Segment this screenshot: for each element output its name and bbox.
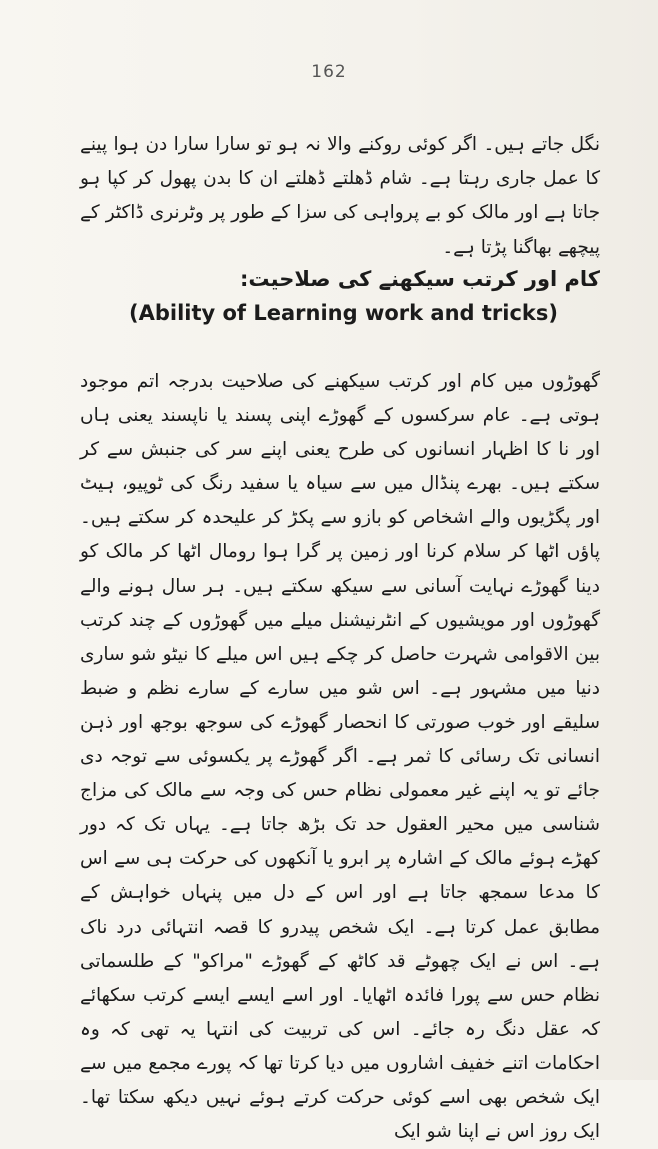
section-heading-english: (Ability of Learning work and tricks) [128, 301, 558, 325]
paragraph-2: گھوڑوں میں کام اور کرتب سیکھنے کی صلاحیت بدرجہ اتم موجود ہوتی ہے۔ عام سرکسوں کے گھوڑے اپنی پسند یا ناپسند یعنی ہاں اور نا کا اظہار انسانوں کی طرح یعنی اپنے سر کی جنبش سے کر سکتے ہیں۔ بھرے پنڈال میں سے سیاہ یا سفید رنگ کی ٹوپیو، ہیٹ اور پگڑیوں والے اشخاص کو بازو سے پکڑ کر علیحدہ کر سکتے ہیں۔ پاؤں اٹھا کر سلام کرنا اور زمین پر گرا ہوا رومال اٹھا کر مالک کو دینا گھوڑے نہایت آسانی سے سیکھ سکتے ہیں۔ ہر سال ہونے والے گھوڑوں اور مویشیوں کے انٹرنیشنل میلے میں گھوڑوں کے چند کرتب بین الاقوامی شہرت حاصل کر چکے ہیں اس میلے کا نیٹو شو ساری دنیا میں مشہور ہے۔ اس شو میں سارے کے سارے نظم و ضبط سلیقے اور خوب صورتی کا انحصار گھوڑے کی سوجھ بوجھ اور ذہن انسانی تک رسائی کا ثمر ہے۔ اگر گھوڑے پر یکسوئی سے توجہ دی جائے تو یہ اپنے غیر معمولی نظام حس کی وجہ سے مالک کی مزاج شناسی میں محیر العقول حد تک بڑھ جاتا ہے۔ یہاں تک کہ دور کھڑے ہوئے مالک کے اشارہ پر ابرو یا آنکھوں کی حرکت ہی سے اس کا مدعا سمجھ جاتا ہے اور اس کے دل میں پنہاں خواہش کے مطابق عمل کرتا ہے۔ ایک شخص پیدرو کا قصہ انتہائی درد ناک ہے۔ اس نے ایک چھوٹے قد کاٹھ کے گھوڑے "مراکو" کے طلسماتی نظام حس سے پورا فائدہ اٹھایا۔ اور اسے ایسے ایسے کرتب سکھائے کہ عقل دنگ رہ جائے۔ اس کی تربیت کی انتہا یہ تھی کہ وہ احکامات اتنے خفیف اشاروں میں دیا کرتا تھا کہ پورے مجمع میں سے ایک شخص بھی اسے کوئی حرکت کرتے ہوئے نہیں دیکھ سکتا تھا۔ ایک روز اس نے اپنا شو ایک [80, 371, 600, 1143]
page-number: 162 [311, 62, 347, 82]
paragraph-1: نگل جاتے ہیں۔ اگر کوئی روکنے والا نہ ہو تو سارا سارا دن ہوا پینے کا عمل جاری رہتا ہے۔ شام ڈھلتے ڈھلتے ان کا بدن پھول کر کپا ہو جاتا ہے اور مالک کو بے پرواہی کی سزا کے طور پر وٹرنری ڈاکٹر کے پیچھے بھاگنا پڑتا ہے۔ [80, 134, 600, 258]
section-heading-urdu: کام اور کرتب سیکھنے کی صلاحیت: [240, 267, 600, 291]
